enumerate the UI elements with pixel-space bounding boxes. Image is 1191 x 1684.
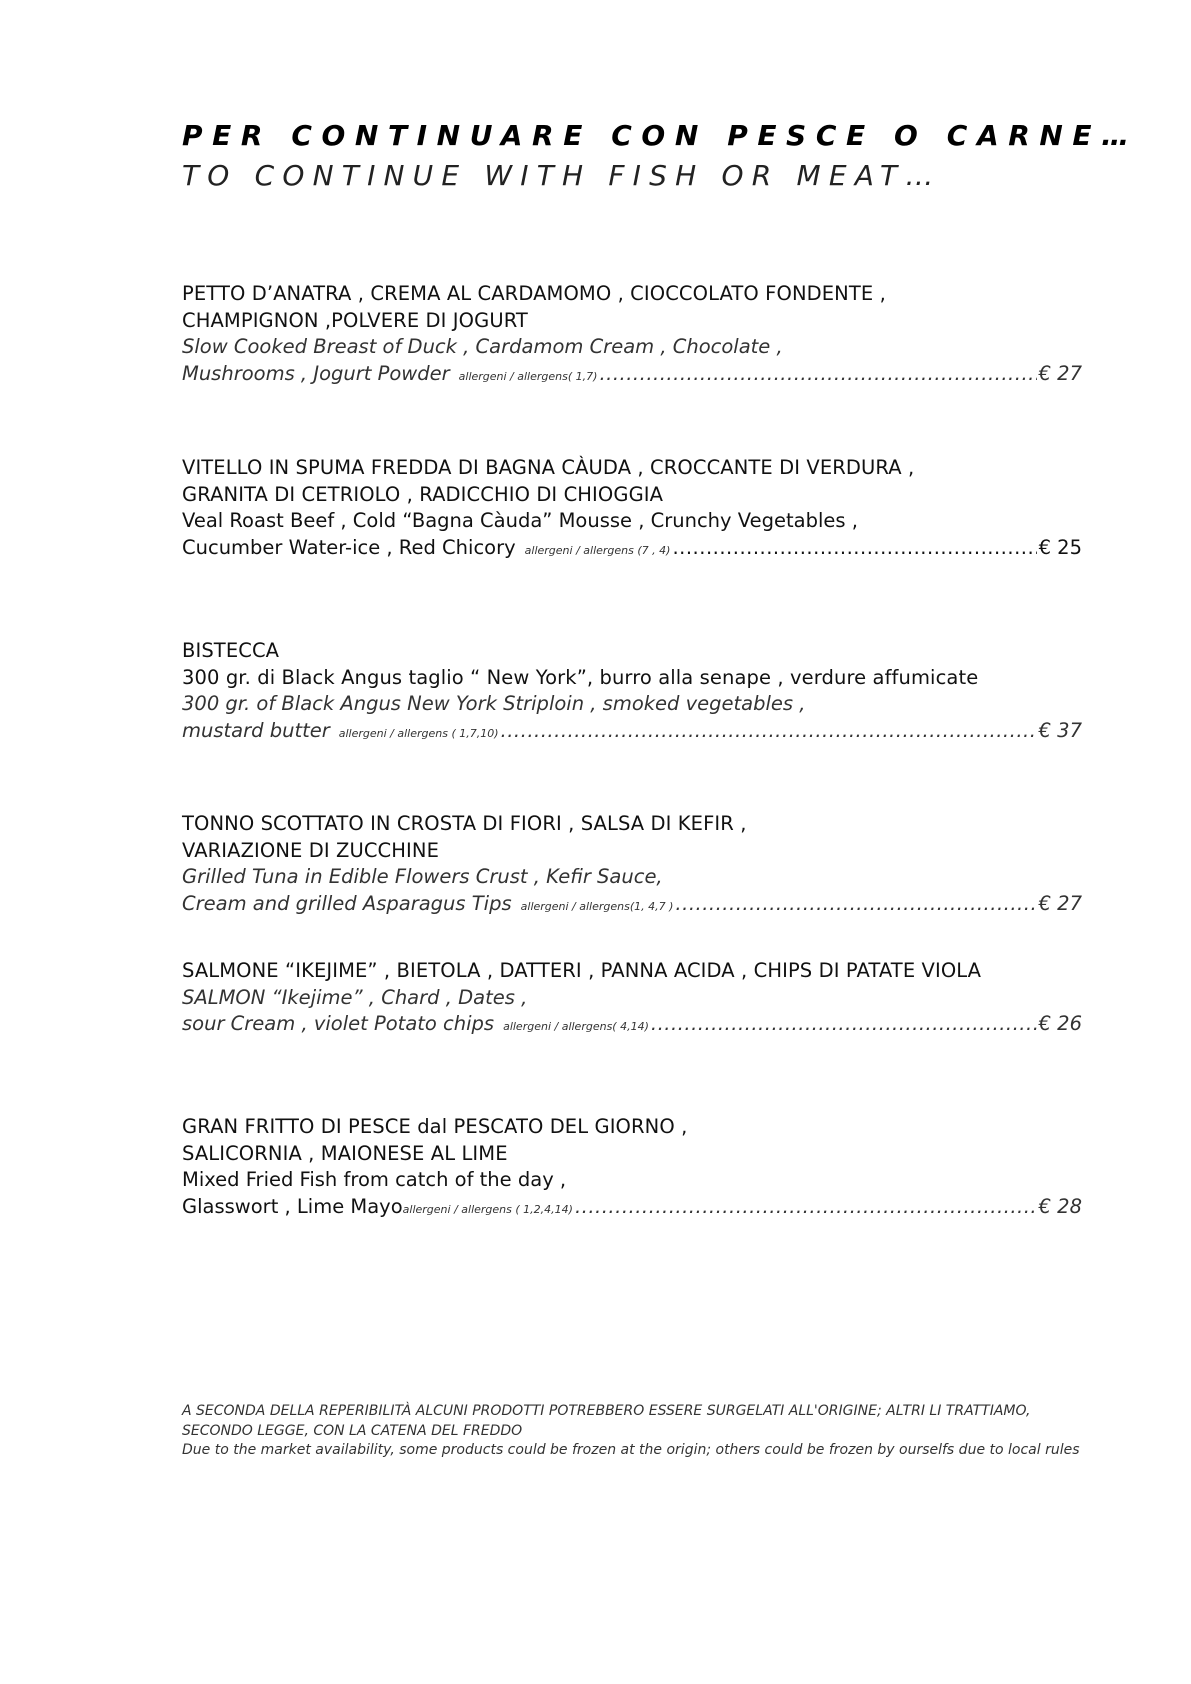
dish-price: € 28 xyxy=(1038,1194,1082,1218)
menu-item-fried-fish xyxy=(182,1114,1082,1223)
dish-price-line xyxy=(182,891,1082,921)
dish-price-line xyxy=(182,535,1082,565)
dish-title-line: 300 gr. di Black Angus taglio “ New York”, burro alla senape , verdure affumicate xyxy=(182,665,979,689)
dish-english-last: sour Cream , violet Potato chips xyxy=(182,1012,495,1035)
menu-item-bistecca xyxy=(182,638,1082,747)
dish-english-line: Veal Roast Beef , Cold “Bagna Càuda” Mousse , Crunchy Vegetables , xyxy=(182,509,858,532)
heading-english: TO CONTINUE WITH FISH OR MEAT… xyxy=(182,159,942,192)
dish-english-last: Cucumber Water-ice , Red Chicory xyxy=(182,535,516,559)
dish-english-line: Mixed Fried Fish from catch of the day , xyxy=(182,1168,567,1191)
dot-leader xyxy=(672,535,1036,562)
dot-leader xyxy=(501,718,1037,745)
menu-item-salmon xyxy=(182,958,1082,1041)
dish-title-line: PETTO D’ANATRA , CREMA AL CARDAMOMO , CIOCCOLATO FONDENTE , xyxy=(182,282,886,305)
dish-price: € 26 xyxy=(1038,1012,1082,1035)
dish-title-line: GRANITA DI CETRIOLO , RADICCHIO DI CHIOGGIA xyxy=(182,482,664,506)
disclaimer-italian: A SECONDA DELLA REPERIBILITÀ ALCUNI PRODOTTI POTREBBERO ESSERE SURGELATI ALL'ORIGINE; ALTRI LI TRATTIAMO, SECONDO LEGGE, CON LA CATENA DEL FREDDO xyxy=(182,1403,1031,1439)
dot-leader xyxy=(599,361,1036,388)
dish-title-line: GRAN FRITTO DI PESCE dal PESCATO DEL GIORNO , xyxy=(182,1115,688,1138)
allergens-note: allergeni / allergens(1, 4,7 ) xyxy=(520,899,674,913)
dish-english-last: mustard butter xyxy=(182,718,330,742)
dish-english-line: SALMON “Ikejime” , Chard , Dates , xyxy=(182,985,528,1009)
dish-price: € 25 xyxy=(1038,535,1082,559)
section-heading xyxy=(182,116,1139,196)
dish-price-line xyxy=(182,361,1082,391)
allergens-note: allergeni / allergens( 4,14) xyxy=(503,1020,649,1033)
allergens-note: allergeni / allergens( 1,7) xyxy=(458,369,598,383)
dish-english-line: Grilled Tuna in Edible Flowers Crust , Kefir Sauce, xyxy=(182,865,663,888)
dish-price: € 37 xyxy=(1038,718,1082,742)
allergens-note: allergeni / allergens ( 1,7,10) xyxy=(338,726,499,740)
menu-item-duck xyxy=(182,281,1082,390)
dot-leader xyxy=(651,1011,1037,1038)
dish-english-last: Cream and grilled Asparagus Tips xyxy=(182,891,512,915)
dish-title-line: VARIAZIONE DI ZUCCHINE xyxy=(182,838,439,862)
frozen-products-disclaimer xyxy=(182,1402,1082,1461)
menu-item-veal xyxy=(182,455,1082,564)
dish-english-last: Glasswort , Lime Mayo xyxy=(182,1194,403,1218)
dish-english-line: 300 gr. of Black Angus New York Striploin , smoked vegetables , xyxy=(182,692,806,715)
dish-title-line: SALMONE “IKEJIME” , BIETOLA , DATTERI , PANNA ACIDA , CHIPS DI PATATE VIOLA xyxy=(182,959,982,982)
dot-leader xyxy=(575,1194,1037,1221)
allergens-note: allergeni / allergens (7 , 4) xyxy=(524,543,671,557)
disclaimer-english: Due to the market availability, some products could be frozen at the origin; others could be frozen by ourselfs due to local rules xyxy=(182,1442,1080,1458)
dish-price-line xyxy=(182,1194,1082,1224)
dish-price-line xyxy=(182,718,1082,748)
heading-italian: PER CONTINUARE CON PESCE O CARNE… xyxy=(182,119,1139,152)
menu-item-tuna xyxy=(182,811,1082,920)
dish-title-line: SALICORNIA , MAIONESE AL LIME xyxy=(182,1141,508,1165)
dish-price: € 27 xyxy=(1038,361,1082,385)
dish-english-last: Mushrooms , Jogurt Powder xyxy=(182,361,450,385)
dish-title-line: BISTECCA xyxy=(182,639,280,662)
allergens-note: allergeni / allergens ( 1,2,4,14) xyxy=(402,1202,573,1216)
dish-title-line: VITELLO IN SPUMA FREDDA DI BAGNA CÀUDA , CROCCANTE DI VERDURA , xyxy=(182,456,915,479)
dish-price-line xyxy=(182,1011,1082,1041)
dish-english-line: Slow Cooked Breast of Duck , Cardamom Cream , Chocolate , xyxy=(182,335,783,358)
dish-title-line: CHAMPIGNON ,POLVERE DI JOGURT xyxy=(182,308,528,332)
dot-leader xyxy=(675,891,1036,918)
dish-title-line: TONNO SCOTTATO IN CROSTA DI FIORI , SALSA DI KEFIR , xyxy=(182,812,747,835)
dish-price: € 27 xyxy=(1038,891,1082,915)
